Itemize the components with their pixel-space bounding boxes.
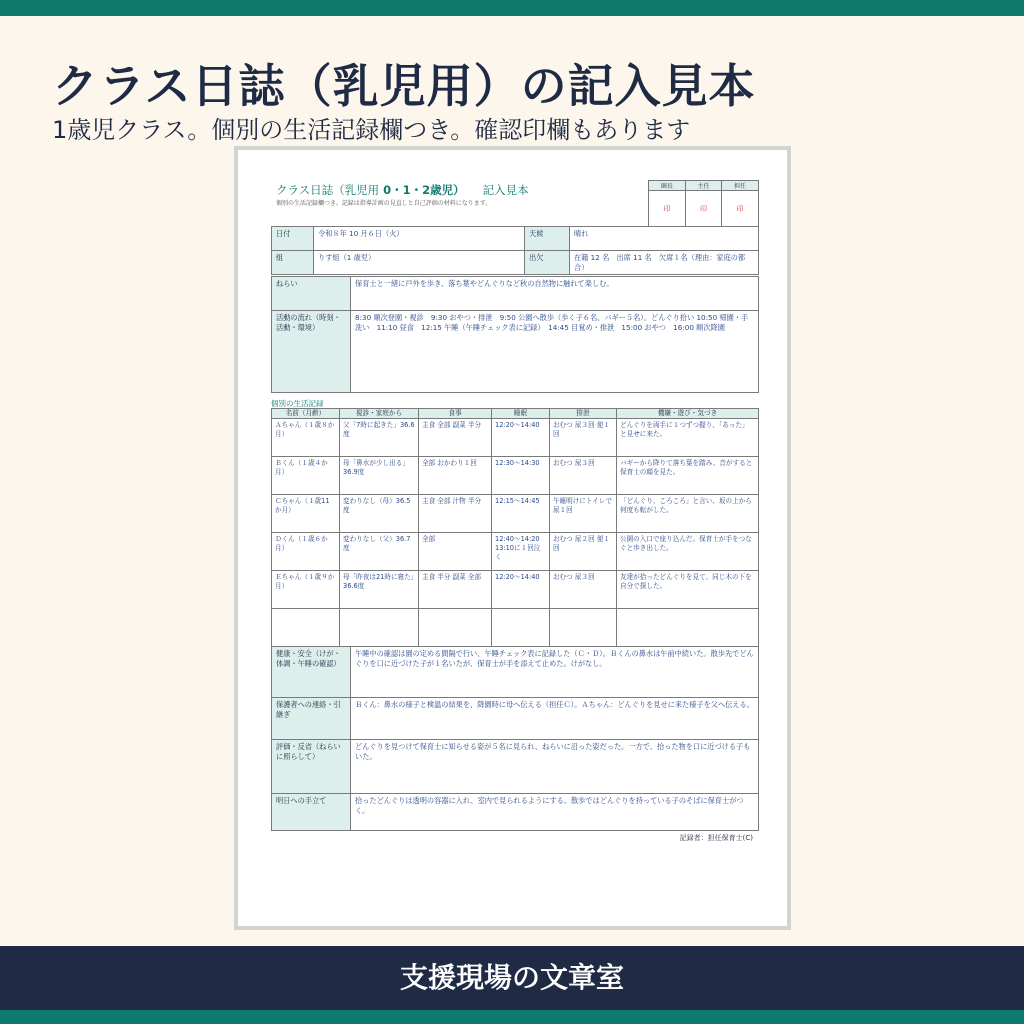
document-title [276, 182, 529, 198]
info-table [271, 226, 759, 275]
child-name: Ｅちゃん（１歳９か月） [272, 571, 340, 609]
stamp-header-director: 園長 [649, 181, 686, 191]
page-subtitle: 1歳児クラス。個別の生活記録欄つき。確認印欄もあります [52, 116, 691, 144]
footer-brand: 支援現場の文章室 [0, 946, 1024, 1010]
document-note: 個別の生活記録欄つき。記録は指導計画の見直しと自己評価の材料になります。 [276, 200, 492, 207]
page-title: クラス日誌（乳児用）の記入見本 [52, 59, 756, 113]
document-title-prefix: クラス日誌（乳児用 [276, 183, 380, 197]
col-header-mood: 機嫌・遊び・気づき [617, 409, 759, 419]
document-page [238, 150, 787, 926]
table-row-empty [272, 609, 759, 647]
meal [419, 609, 492, 647]
child-name: Ｂくん（１歳４か月） [272, 457, 340, 495]
health-check [340, 609, 419, 647]
parent-contact-value: Ｂくん：鼻水の様子と検温の結果を、降園時に母へ伝える（担任Ｃ）。Ａちゃん：どんぐりを見せに来た様子を父へ伝える。 [351, 698, 759, 740]
flow-label: 活動の流れ（時刻・活動・環境） [272, 311, 351, 393]
col-header-toilet: 排泄 [550, 409, 617, 419]
table-row [272, 457, 759, 495]
toilet: おむつ 尿３回 [550, 571, 617, 609]
document-title-ages: 0・1・2歳児） [383, 183, 465, 197]
health-safety-value: 午睡中の確認は園の定める間隔で行い、午睡チェック表に記録した（Ｃ・Ｄ）。Ｂくんの鼻水は午前中続いた。散歩先でどんぐりを口に近づけた子が１名いたが、保育士が手を添えて止めた。けがなし。 [351, 647, 759, 698]
meal: 主食 全部 副菜 半分 [419, 419, 492, 457]
col-header-name: 名前（月齢） [272, 409, 340, 419]
weather-value: 晴れ [570, 227, 759, 251]
sleep [492, 609, 550, 647]
date-label: 日付 [272, 227, 314, 251]
meal: 全部 [419, 533, 492, 571]
notes-table [271, 646, 759, 831]
stamp-header-chief: 主任 [685, 181, 722, 191]
parent-contact-label: 保護者への連絡・引継ぎ [272, 698, 351, 740]
child-name: Ｃちゃん（１歳11か月） [272, 495, 340, 533]
individual-section-label: 個別の生活記録 [271, 399, 324, 408]
approval-stamp-table [648, 180, 759, 227]
toilet: おむつ 尿３回 [550, 457, 617, 495]
meal: 主食 半分 副菜 全部 [419, 571, 492, 609]
weather-label: 天候 [525, 227, 570, 251]
next-steps-value: 拾ったどんぐりは透明の容器に入れ、室内で見られるようにする。散歩ではどんぐりを持っている子のそばに保育士がつく。 [351, 794, 759, 831]
health-check: 変わりなし（母）36.5度 [340, 495, 419, 533]
health-check: 父「7時に起きた」36.6度 [340, 419, 419, 457]
mood-play: 「どんぐり、ころころ」と言い、坂の上から何度も転がした。 [617, 495, 759, 533]
aim-value: 保育士と一緒に戸外を歩き、落ち葉やどんぐりなど秋の自然物に触れて楽しむ。 [351, 277, 759, 311]
sleep: 12:40〜14:20 13:10に１回泣く [492, 533, 550, 571]
sleep: 12:30〜14:30 [492, 457, 550, 495]
sleep: 12:20〜14:40 [492, 571, 550, 609]
individual-record-table [271, 408, 759, 647]
bottom-accent-bar [0, 1010, 1024, 1024]
mood-play: 公園の入口で座り込んだ。保育士が手をつなぐと歩き出した。 [617, 533, 759, 571]
stamp-mark-director: 印 [649, 191, 686, 227]
next-steps-label: 明日への手立て [272, 794, 351, 831]
aim-label: ねらい [272, 277, 351, 311]
stamp-header-teacher: 担任 [722, 181, 759, 191]
top-accent-bar [0, 0, 1024, 16]
mood-play [617, 609, 759, 647]
mood-play: 友達が拾ったどんぐりを見て、同じ木の下を自分で探した。 [617, 571, 759, 609]
health-check: 母「昨夜は21時に寝た」36.6度 [340, 571, 419, 609]
flow-value: 8:30 順次登園・視診 9:30 おやつ・排泄 9:50 公園へ散歩（歩く子６名、バギー５名）。どんぐり拾い 10:50 帰園・手洗い 11:10 昼食 12:15 午睡（午睡チェック表に記録） 14:45 目覚め・排泄 15:00 おやつ 16:00 順次降園 [351, 311, 759, 393]
child-name [272, 609, 340, 647]
class-label: 組 [272, 251, 314, 275]
table-row [272, 495, 759, 533]
toilet: おむつ 尿２回 便１回 [550, 533, 617, 571]
sleep: 12:15〜14:45 [492, 495, 550, 533]
mood-play: バギーから降りて落ち葉を踏み、音がすると保育士の顔を見た。 [617, 457, 759, 495]
table-row [272, 419, 759, 457]
meal: 主食 全部 汁物 半分 [419, 495, 492, 533]
toilet: おむつ 尿３回 便１回 [550, 419, 617, 457]
evaluation-value: どんぐりを見つけて保育士に知らせる姿が５名に見られ、ねらいに沿った姿だった。一方で、拾った物を口に近づける子もいた。 [351, 740, 759, 794]
document-title-sample: 記入見本 [482, 183, 529, 197]
stamp-mark-chief: 印 [685, 191, 722, 227]
sleep: 12:20〜14:40 [492, 419, 550, 457]
class-value: りす組（1 歳児） [314, 251, 525, 275]
health-check: 母「鼻水が少し出る」36.9度 [340, 457, 419, 495]
toilet [550, 609, 617, 647]
child-name: Ｄくん（１歳６か月） [272, 533, 340, 571]
evaluation-label: 評価・反省（ねらいに照らして） [272, 740, 351, 794]
child-name: Ａちゃん（１歳８か月） [272, 419, 340, 457]
plan-table [271, 276, 759, 393]
table-row [272, 571, 759, 609]
recorder-signature: 記録者：担任保育士(C) [679, 834, 753, 842]
attendance-label: 出欠 [525, 251, 570, 275]
col-header-health-check: 視診・家庭から [340, 409, 419, 419]
toilet: 午睡明けにトイレで尿１回 [550, 495, 617, 533]
mood-play: どんぐりを両手に１つずつ握り、「あった」と見せに来た。 [617, 419, 759, 457]
individual-header-row [272, 409, 759, 419]
col-header-sleep: 睡眠 [492, 409, 550, 419]
stamp-mark-teacher: 印 [722, 191, 759, 227]
health-check: 変わりなし（父）36.7度 [340, 533, 419, 571]
col-header-meal: 食事 [419, 409, 492, 419]
table-row [272, 533, 759, 571]
document-frame [234, 146, 791, 930]
health-safety-label: 健康・安全（けが・体調・午睡の確認） [272, 647, 351, 698]
meal: 全部 おかわり１回 [419, 457, 492, 495]
attendance-value: 在籍 12 名 出席 11 名 欠席１名（理由：家庭の都合） [570, 251, 759, 275]
date-value: 令和８年 10 月６日（火） [314, 227, 525, 251]
